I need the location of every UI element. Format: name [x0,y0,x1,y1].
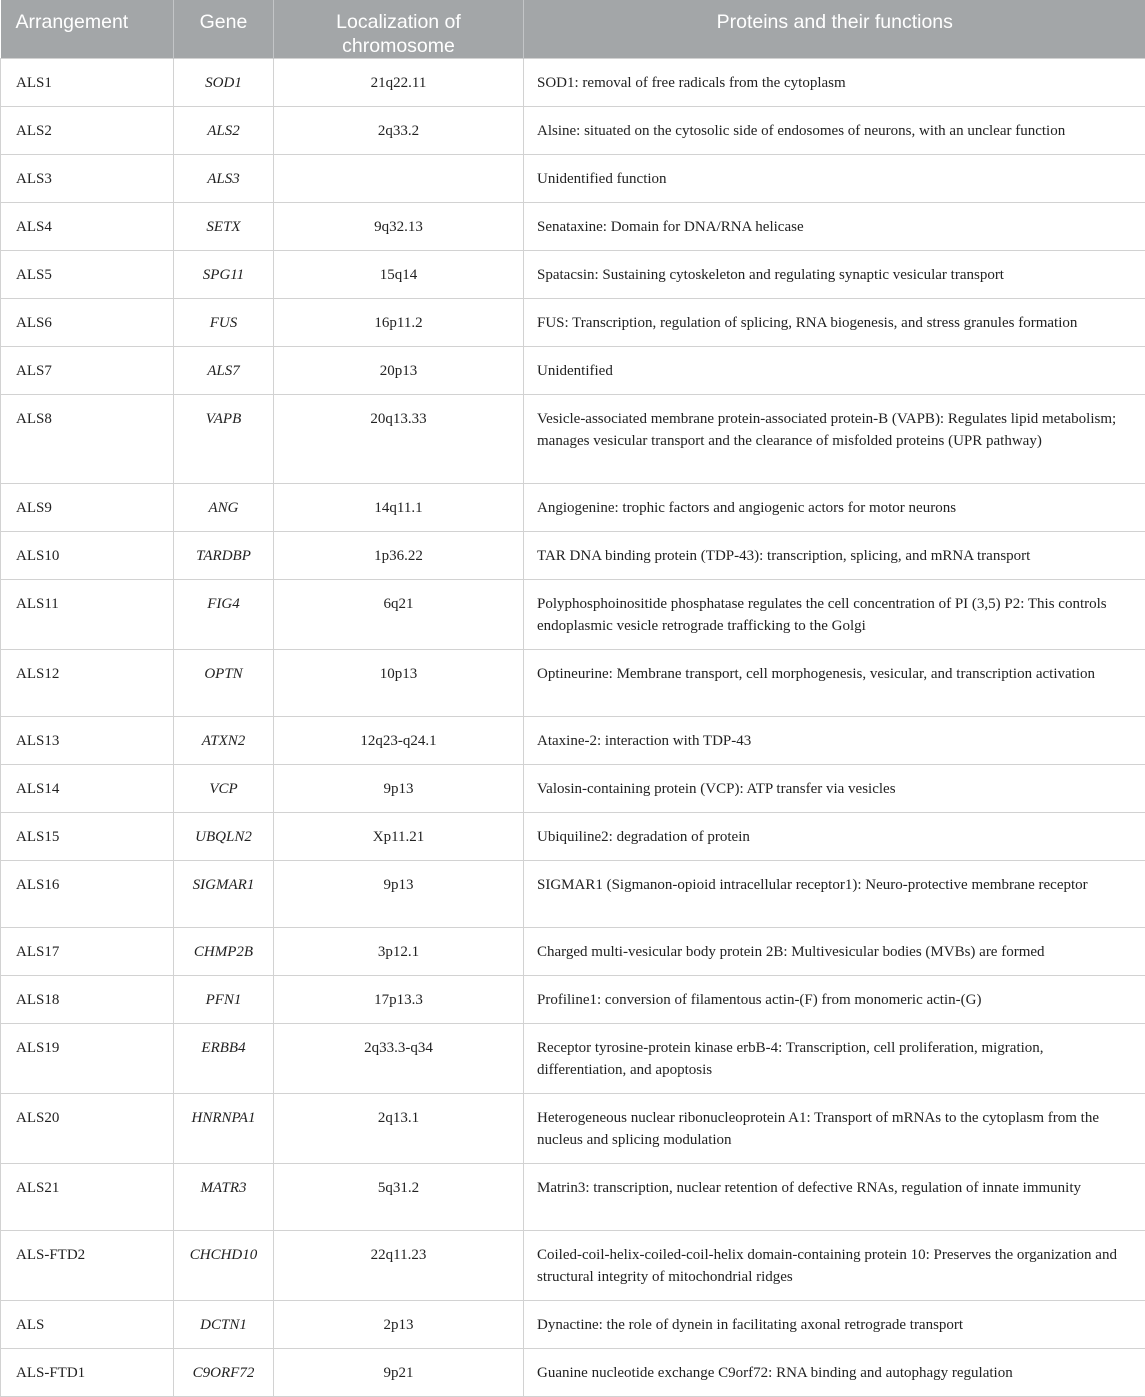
cell-gene: CHCHD10 [174,1231,274,1301]
table-row [1,299,1145,347]
cell-function: Ubiquiline2: degradation of protein [524,813,1145,861]
cell-localization: 9p13 [274,861,524,928]
cell-gene: TARDBP [174,532,274,580]
cell-gene: VCP [174,765,274,813]
cell-gene: ALS3 [174,155,274,203]
cell-arrangement: ALS13 [1,717,174,765]
cell-gene: ANG [174,484,274,532]
cell-arrangement: ALS3 [1,155,174,203]
cell-gene: VAPB [174,395,274,484]
table-row [1,1094,1145,1164]
header-proteins: Proteins and their functions [524,0,1145,59]
cell-function: Profiline1: conversion of filamentous actin-(F) from monomeric actin-(G) [524,976,1145,1024]
table-row [1,532,1145,580]
table-row [1,765,1145,813]
table-row [1,1301,1145,1349]
table-row [1,976,1145,1024]
cell-localization: 16p11.2 [274,299,524,347]
cell-localization [274,155,524,203]
cell-arrangement: ALS5 [1,251,174,299]
cell-gene: ALS2 [174,107,274,155]
cell-function: Guanine nucleotide exchange C9orf72: RNA binding and autophagy regulation [524,1349,1145,1397]
cell-arrangement: ALS10 [1,532,174,580]
table-row [1,203,1145,251]
cell-arrangement: ALS6 [1,299,174,347]
cell-localization: 20q13.33 [274,395,524,484]
cell-localization: 1p36.22 [274,532,524,580]
cell-gene: OPTN [174,650,274,717]
cell-localization: 21q22.11 [274,59,524,107]
header-gene: Gene [174,0,274,59]
cell-localization: 9p13 [274,765,524,813]
cell-gene: PFN1 [174,976,274,1024]
cell-gene: SETX [174,203,274,251]
cell-gene: FUS [174,299,274,347]
cell-gene: C9ORF72 [174,1349,274,1397]
table-row [1,107,1145,155]
cell-gene: SPG11 [174,251,274,299]
cell-arrangement: ALS [1,1301,174,1349]
table-row [1,395,1145,484]
cell-arrangement: ALS1 [1,59,174,107]
cell-function: Unidentified function [524,155,1145,203]
cell-localization: 2q13.1 [274,1094,524,1164]
cell-function: Optineurine: Membrane transport, cell morphogenesis, vesicular, and transcription activation [524,650,1145,717]
cell-gene: ATXN2 [174,717,274,765]
cell-arrangement: ALS12 [1,650,174,717]
cell-function: TAR DNA binding protein (TDP-43): transcription, splicing, and mRNA transport [524,532,1145,580]
cell-localization: 9q32.13 [274,203,524,251]
cell-function: Coiled-coil-helix-coiled-coil-helix domain-containing protein 10: Preserves the organization and structural integrity of mitochondrial ridges [524,1231,1145,1301]
cell-gene: DCTN1 [174,1301,274,1349]
cell-function: Heterogeneous nuclear ribonucleoprotein A1: Transport of mRNAs to the cytoplasm from the nucleus and splicing modulation [524,1094,1145,1164]
cell-function: Valosin-containing protein (VCP): ATP transfer via vesicles [524,765,1145,813]
table-row [1,580,1145,650]
table-row [1,59,1145,107]
header-row [1,0,1145,59]
table-row [1,251,1145,299]
cell-function: Spatacsin: Sustaining cytoskeleton and regulating synaptic vesicular transport [524,251,1145,299]
cell-arrangement: ALS-FTD2 [1,1231,174,1301]
cell-localization: 10p13 [274,650,524,717]
cell-function: FUS: Transcription, regulation of splicing, RNA biogenesis, and stress granules formation [524,299,1145,347]
table-row [1,928,1145,976]
cell-function: Ataxine-2: interaction with TDP-43 [524,717,1145,765]
cell-function: Vesicle-associated membrane protein-associated protein-B (VAPB): Regulates lipid metabolism; manages vesicular transport and the clearance of misfolded proteins (UPR pathway) [524,395,1145,484]
header-arrangement: Arrangement [1,0,174,59]
cell-arrangement: ALS-FTD1 [1,1349,174,1397]
cell-localization: 2q33.2 [274,107,524,155]
table-row [1,861,1145,928]
cell-function: Angiogenine: trophic factors and angiogenic actors for motor neurons [524,484,1145,532]
cell-arrangement: ALS11 [1,580,174,650]
cell-arrangement: ALS9 [1,484,174,532]
cell-arrangement: ALS18 [1,976,174,1024]
table-row [1,717,1145,765]
cell-arrangement: ALS8 [1,395,174,484]
cell-localization: 9p21 [274,1349,524,1397]
cell-gene: ALS7 [174,347,274,395]
cell-function: Matrin3: transcription, nuclear retention of defective RNAs, regulation of innate immunity [524,1164,1145,1231]
cell-gene: CHMP2B [174,928,274,976]
cell-arrangement: ALS19 [1,1024,174,1094]
cell-arrangement: ALS7 [1,347,174,395]
cell-arrangement: ALS4 [1,203,174,251]
table-row [1,155,1145,203]
cell-function: Alsine: situated on the cytosolic side of endosomes of neurons, with an unclear function [524,107,1145,155]
table-row [1,347,1145,395]
cell-arrangement: ALS14 [1,765,174,813]
cell-gene: UBQLN2 [174,813,274,861]
table-row [1,484,1145,532]
cell-localization: 14q11.1 [274,484,524,532]
table-row [1,1164,1145,1231]
cell-gene: HNRNPA1 [174,1094,274,1164]
cell-gene: SOD1 [174,59,274,107]
cell-arrangement: ALS17 [1,928,174,976]
cell-function: SOD1: removal of free radicals from the cytoplasm [524,59,1145,107]
cell-function: Dynactine: the role of dynein in facilitating axonal retrograde transport [524,1301,1145,1349]
cell-localization: 6q21 [274,580,524,650]
cell-arrangement: ALS20 [1,1094,174,1164]
header-localization: Localization of chromosome [274,0,524,59]
table-row [1,1349,1145,1397]
cell-arrangement: ALS2 [1,107,174,155]
cell-gene: ERBB4 [174,1024,274,1094]
cell-gene: FIG4 [174,580,274,650]
cell-localization: 20p13 [274,347,524,395]
cell-gene: SIGMAR1 [174,861,274,928]
cell-localization: 2p13 [274,1301,524,1349]
cell-function: Unidentified [524,347,1145,395]
cell-localization: 15q14 [274,251,524,299]
cell-localization: 22q11.23 [274,1231,524,1301]
cell-gene: MATR3 [174,1164,274,1231]
table-row [1,813,1145,861]
table-row [1,1231,1145,1301]
cell-function: Polyphosphoinositide phosphatase regulates the cell concentration of PI (3,5) P2: This controls endoplasmic vesicle retrograde trafficking to the Golgi [524,580,1145,650]
cell-function: Receptor tyrosine-protein kinase erbB-4: Transcription, cell proliferation, migration, differentiation, and apoptosis [524,1024,1145,1094]
cell-arrangement: ALS15 [1,813,174,861]
cell-localization: Xp11.21 [274,813,524,861]
cell-function: Senataxine: Domain for DNA/RNA helicase [524,203,1145,251]
cell-function: SIGMAR1 (Sigmanon-opioid intracellular receptor1): Neuro-protective membrane receptor [524,861,1145,928]
cell-localization: 3p12.1 [274,928,524,976]
cell-arrangement: ALS16 [1,861,174,928]
cell-localization: 17p13.3 [274,976,524,1024]
cell-localization: 12q23-q24.1 [274,717,524,765]
table-row [1,650,1145,717]
cell-arrangement: ALS21 [1,1164,174,1231]
cell-localization: 2q33.3-q34 [274,1024,524,1094]
cell-localization: 5q31.2 [274,1164,524,1231]
cell-function: Charged multi-vesicular body protein 2B: Multivesicular bodies (MVBs) are formed [524,928,1145,976]
table-row [1,1024,1145,1094]
